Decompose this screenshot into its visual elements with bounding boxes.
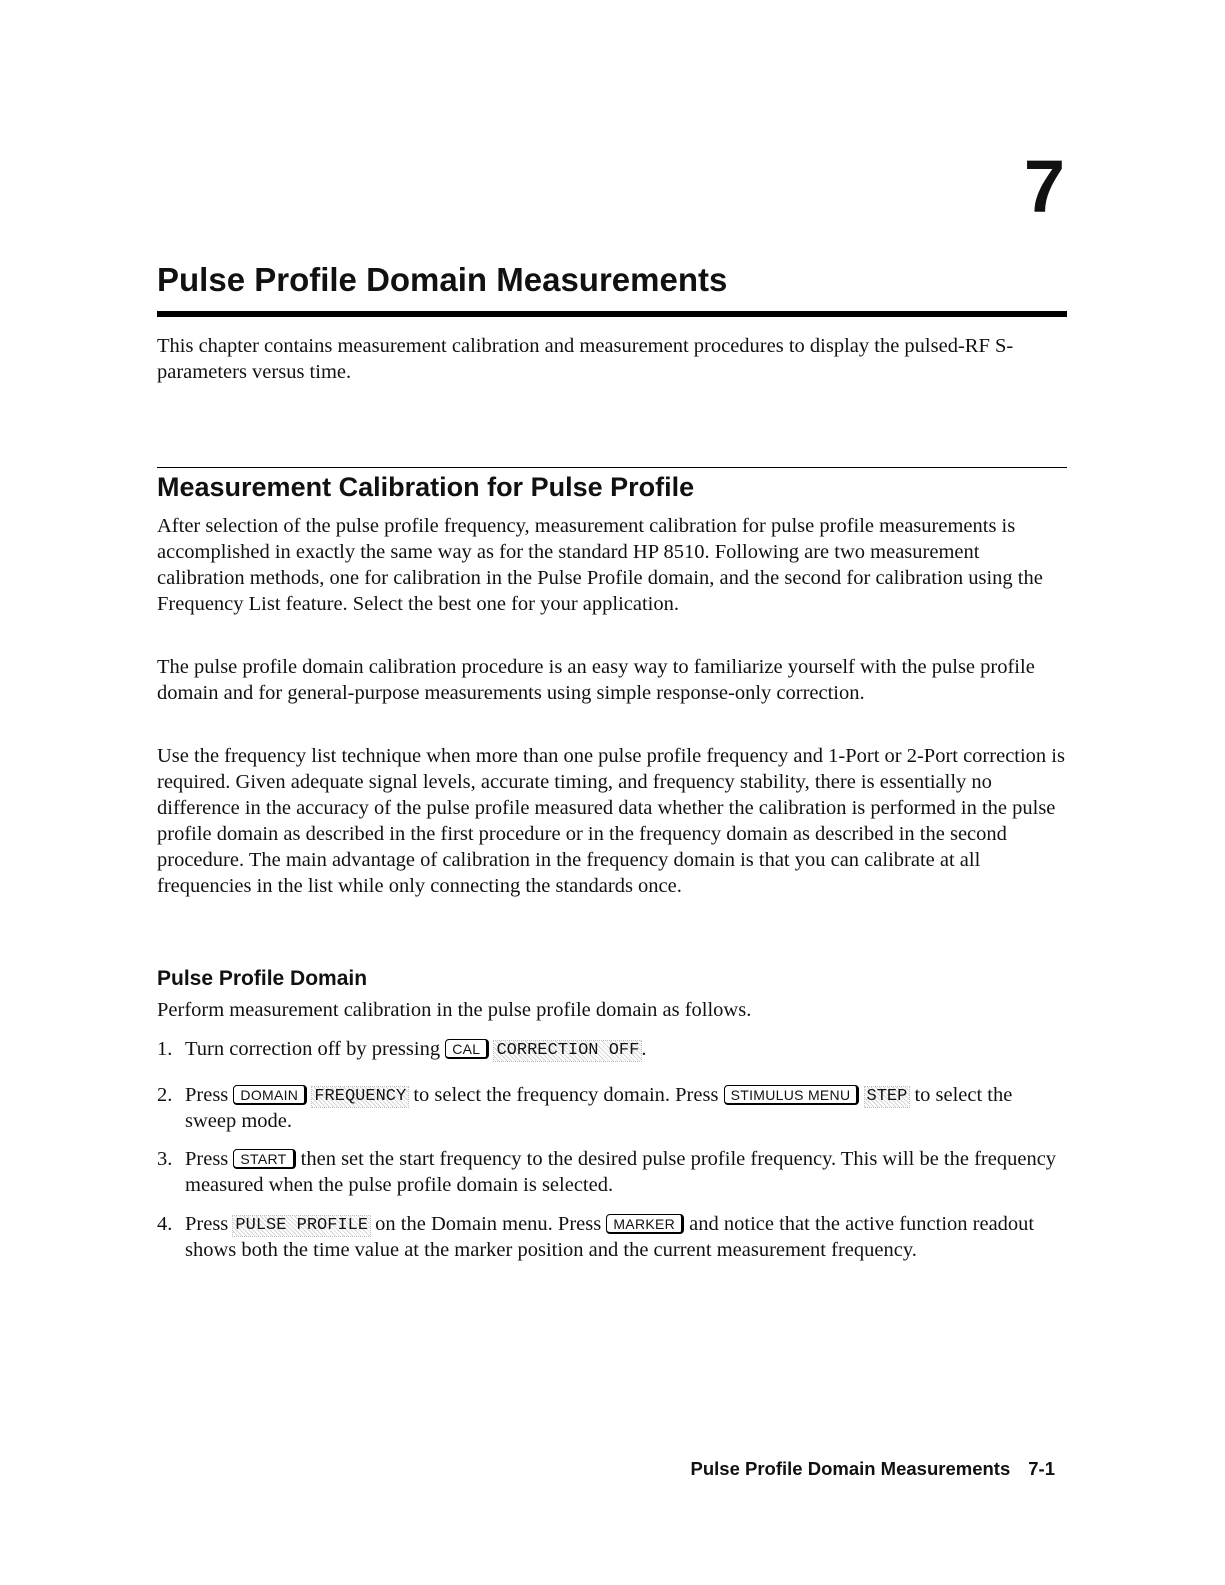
- step-number: 4.: [157, 1213, 173, 1235]
- step-text-run: and notice that the active function readout shows both the time value at the marker position and the current measurement frequency.: [185, 1213, 1035, 1261]
- procedure-step: [157, 1211, 1067, 1263]
- cal-hardkey: CAL: [445, 1039, 489, 1059]
- correction-off-softkey: CORRECTION OFF: [496, 1041, 640, 1060]
- pulse-profile-softkey: PULSE PROFILE: [235, 1216, 369, 1235]
- page-footer: [691, 1458, 1056, 1480]
- step-text-run: Press: [185, 1213, 229, 1235]
- step-text-run: then set the start frequency to the desired pulse profile frequency. This will be the frequency measured when the pulse profile domain is selected.: [185, 1148, 1057, 1196]
- domain-hardkey: DOMAIN: [233, 1085, 307, 1105]
- page-number: 7-1: [1028, 1458, 1055, 1479]
- marker-hardkey: MARKER: [606, 1214, 684, 1234]
- step-text-run: Press: [185, 1084, 229, 1106]
- section-title: Measurement Calibration for Pulse Profile: [157, 472, 695, 502]
- subsection-title: Pulse Profile Domain: [157, 967, 368, 990]
- intro-paragraph: This chapter contains measurement calibration and measurement procedures to display the pulsed-RF S-parameters versus time.: [157, 335, 1014, 383]
- stimulus-menu-hardkey: STIMULUS MENU: [724, 1085, 860, 1105]
- frequency-softkey: FREQUENCY: [314, 1087, 407, 1106]
- step-text-run: Turn correction off by pressing: [185, 1038, 441, 1060]
- paragraph: Use the frequency list technique when more than one pulse profile frequency and 1-Port or 2-Port correction is required. Given adequate signal levels, accurate timing, and frequency stability, there is essentially no difference in the accuracy of the pulse profile measured data whether the calibration is performed in the pulse profile domain as described in the first procedure or in the frequency domain as described in the second procedure. The main advantage of calibration in the frequency domain is that you can calibrate at all frequencies in the list while only connecting the standards once.: [157, 745, 1065, 897]
- chapter-title: Pulse Profile Domain Measurements: [157, 261, 728, 298]
- step-number: 1.: [157, 1038, 173, 1060]
- procedure-step: [157, 1036, 1067, 1062]
- section-rule: [157, 467, 1067, 468]
- paragraph: The pulse profile domain calibration procedure is an easy way to familiarize yourself with the pulse profile domain and for general-purpose measurements using simple response-only correction.: [157, 656, 1035, 704]
- step-text: [185, 1211, 1067, 1263]
- step-number: 2.: [157, 1084, 173, 1106]
- step-text-run: to select the sweep mode.: [185, 1084, 1013, 1132]
- chapter-number: 7: [1023, 145, 1065, 228]
- step-text-run: on the Domain menu. Press: [375, 1213, 602, 1235]
- step-text: [185, 1036, 1067, 1062]
- section-body: [157, 743, 1067, 899]
- step-text: [185, 1082, 1067, 1134]
- footer-title: Pulse Profile Domain Measurements: [690, 1458, 1011, 1479]
- chapter-intro: [157, 333, 1067, 385]
- step-softkey: STEP: [866, 1087, 908, 1106]
- start-hardkey: START: [233, 1149, 295, 1169]
- subsection-intro: [157, 997, 1067, 1023]
- procedure-step: [157, 1082, 1067, 1134]
- step-text-run: Press: [185, 1148, 229, 1170]
- step-number: 3.: [157, 1148, 173, 1170]
- paragraph: Perform measurement calibration in the pulse profile domain as follows.: [157, 999, 752, 1021]
- section-body: [157, 513, 1067, 617]
- step-text-run: .: [641, 1038, 647, 1060]
- procedure-step: [157, 1146, 1067, 1198]
- section-body: [157, 654, 1067, 706]
- chapter-title-rule: [157, 311, 1067, 317]
- step-text: [185, 1146, 1067, 1198]
- paragraph: After selection of the pulse profile frequency, measurement calibration for pulse profile measurements is accomplished in exactly the same way as for the standard HP 8510. Following are two measurement calibration methods, one for calibration in the Pulse Profile domain, and the second for calibration using the Frequency List feature. Select the best one for your application.: [157, 515, 1043, 615]
- step-text-run: to select the frequency domain. Press: [413, 1084, 719, 1106]
